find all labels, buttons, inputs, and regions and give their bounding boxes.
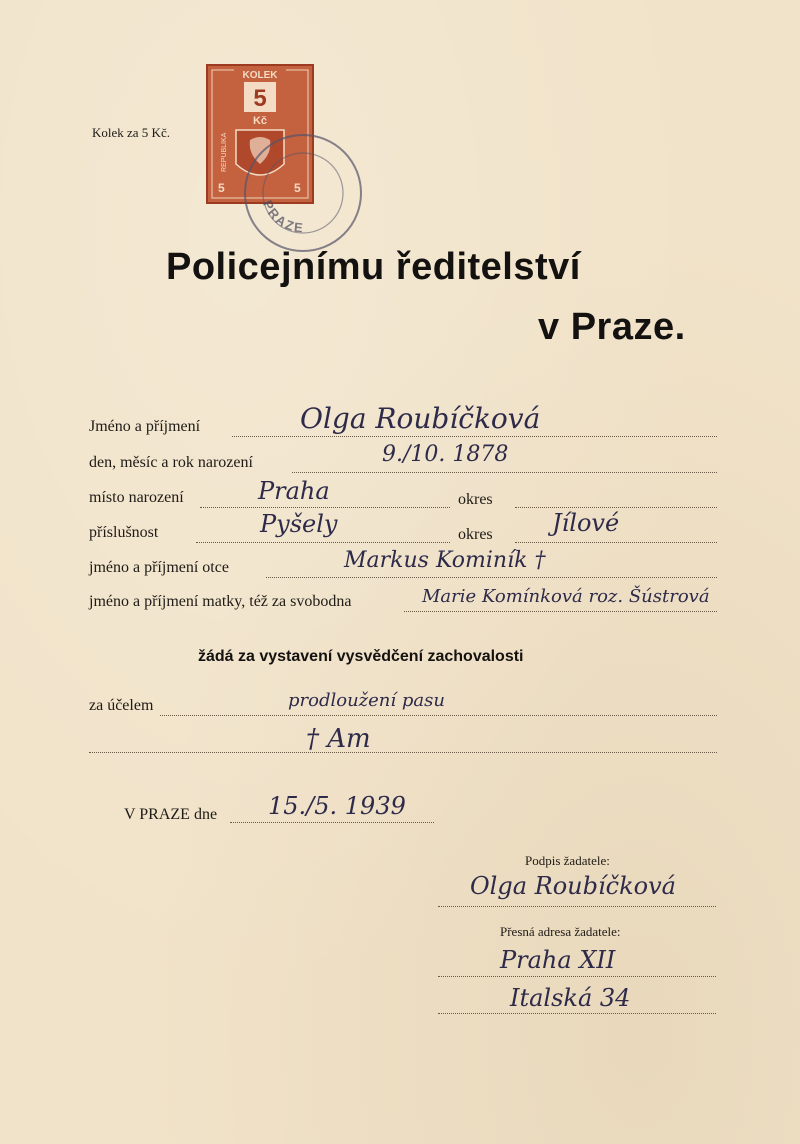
page-title-line2: v Praze. [538, 306, 686, 348]
father-label: jméno a příjmení otce [89, 559, 229, 576]
stamp-value: 5 [253, 85, 267, 112]
address-line-1 [438, 976, 716, 977]
page-title-line1: Policejnímu ředitelství [166, 246, 581, 288]
date-value: 15./5. 1939 [268, 792, 406, 820]
purpose-label: za účelem [89, 697, 154, 714]
signature-label: Podpis žadatele: [525, 853, 610, 868]
domicile-district-label: okres [458, 526, 493, 543]
signature-value: Olga Roubíčková [470, 872, 676, 900]
date-line [230, 822, 434, 823]
father-line [266, 577, 717, 578]
birthplace-value: Praha [258, 477, 330, 505]
stamp-corner-value-right: 5 [294, 181, 301, 195]
address-value-2: Italská 34 [510, 984, 631, 1012]
father-value: Markus Kominík † [344, 548, 546, 573]
birthplace-label: místo narození [89, 489, 184, 506]
birthplace-district-line [515, 507, 717, 508]
purpose-value-2: † Am [306, 724, 371, 754]
birthdate-line [292, 472, 717, 473]
stamp-header: KOLEK [242, 70, 278, 81]
domicile-district-line [515, 542, 717, 543]
name-line [232, 436, 717, 437]
stamp-caption: Kolek za 5 Kč. [92, 125, 170, 140]
birthdate-value: 9./10. 1878 [382, 442, 509, 467]
domicile-value: Pyšely [260, 510, 338, 538]
purpose-line-2 [89, 752, 717, 753]
mother-label: jméno a příjmení matky, též za svobodna [89, 593, 352, 610]
mother-value: Marie Komínková roz. Šústrová [422, 586, 710, 607]
request-heading: žádá za vystavení vysvědčení zachovalosti [198, 648, 524, 665]
domicile-label: příslušnost [89, 524, 159, 541]
domicile-line [196, 542, 450, 543]
svg-text:PRAZE [260, 198, 305, 236]
purpose-line [160, 715, 717, 716]
postmark [238, 128, 368, 258]
name-value: Olga Roubíčková [300, 402, 541, 435]
address-line-2 [438, 1013, 716, 1014]
stamp-side-text: REPUBLIKA [221, 132, 228, 172]
birthplace-line [200, 507, 450, 508]
domicile-district-value: Jílové [552, 509, 620, 537]
birthplace-district-label: okres [458, 491, 493, 508]
birthdate-label: den, měsíc a rok narození [89, 454, 253, 471]
stamp-corner-value: 5 [218, 181, 225, 195]
stamp-currency: Kč [252, 115, 268, 127]
mother-line [404, 611, 717, 612]
signature-line [438, 906, 716, 907]
address-label: Přesná adresa žadatele: [500, 924, 621, 939]
postmark-icon [238, 128, 368, 258]
name-label: Jméno a příjmení [89, 418, 201, 435]
purpose-value: prodloužení pasu [288, 690, 445, 711]
date-label: V PRAZE dne [124, 806, 218, 823]
postmark-text: PRAZE [259, 197, 306, 236]
address-value-1: Praha XII [500, 946, 616, 974]
